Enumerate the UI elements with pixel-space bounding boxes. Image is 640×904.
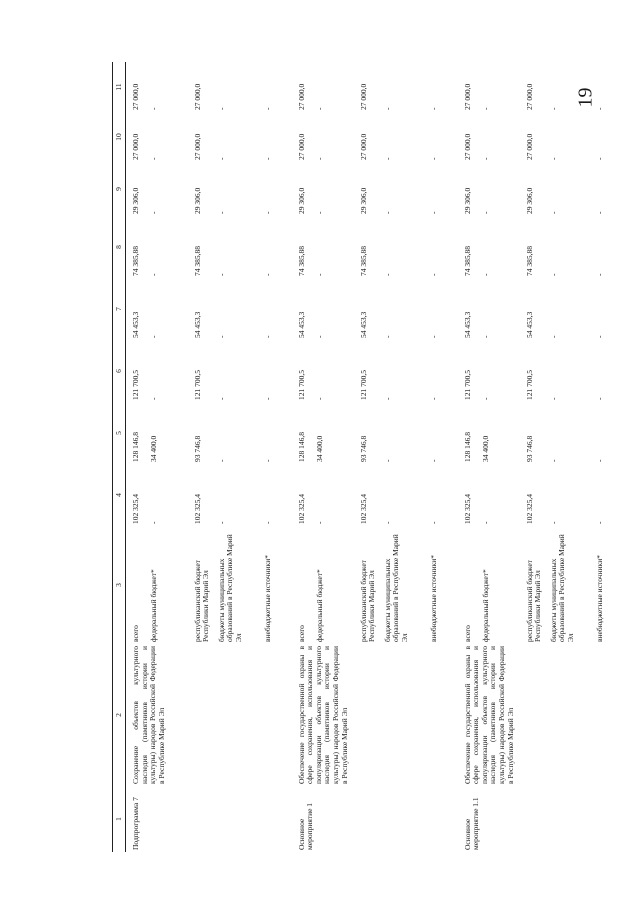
funding-value-cell: - (428, 397, 438, 400)
funding-value-cell: - (314, 397, 324, 400)
funding-value-cell: 121 700,5 (131, 370, 140, 400)
funding-value-cell: - (382, 157, 392, 160)
funding-value-cell: - (428, 273, 438, 276)
funding-value-cell: 121 700,5 (192, 370, 202, 400)
funding-value-cell: 121 700,5 (524, 370, 534, 400)
page-number: 19 (574, 87, 597, 108)
funding-source-cell: всего (131, 625, 140, 642)
funding-value-cell: - (548, 273, 558, 276)
funding-source-cell: республиканский бюджет Республики Марий Эл (524, 560, 543, 642)
funding-source-cell: внебюджетные источники* (262, 555, 272, 642)
funding-value-cell: - (216, 335, 226, 338)
funding-source-cell: федеральный бюджет* (148, 569, 158, 642)
funding-value-cell: - (148, 107, 158, 110)
funding-source-cell: внебюджетные источники* (428, 555, 438, 642)
funding-value-cell: - (548, 107, 558, 110)
funding-value-cell: - (262, 521, 272, 524)
funding-source-cell: республиканский бюджет Республики Марий Эл (192, 560, 211, 642)
funding-value-cell: 54 453,3 (358, 311, 368, 338)
funding-value-cell: - (594, 459, 604, 462)
funding-source-cell: внебюджетные источники* (594, 555, 604, 642)
funding-value-cell: - (428, 459, 438, 462)
funding-value-cell: - (548, 459, 558, 462)
funding-value-cell: 27 000,0 (192, 83, 202, 110)
funding-value-cell: 27 000,0 (192, 133, 202, 160)
funding-value-cell: 54 453,3 (524, 311, 534, 338)
funding-value-cell: - (262, 273, 272, 276)
funding-value-cell: - (216, 397, 226, 400)
program-description-cell: Сохранение объектов культурного наследия (памятников истории и культуры) народов Российской Федерации в Республике Марий Эл (131, 646, 166, 784)
table-row (292, 62, 314, 852)
table-row (126, 62, 148, 852)
program-name-cell: Основное мероприятие 1.1 (462, 797, 481, 850)
funding-value-cell: 128 146,8 (462, 432, 472, 462)
funding-value-cell: - (548, 335, 558, 338)
funding-value-cell: - (548, 397, 558, 400)
funding-value-cell: 27 000,0 (358, 133, 368, 160)
funding-value-cell: 128 146,8 (131, 432, 140, 462)
funding-value-cell: - (314, 521, 324, 524)
funding-value-cell: 29 306,0 (296, 187, 306, 214)
funding-value-cell: - (216, 521, 226, 524)
funding-value-cell: - (382, 335, 392, 338)
column-header: 5 (113, 402, 126, 464)
funding-value-cell: - (148, 521, 158, 524)
funding-value-cell: - (428, 521, 438, 524)
funding-value-cell: - (480, 335, 490, 338)
funding-value-cell: - (382, 211, 392, 214)
funding-value-cell: - (594, 211, 604, 214)
funding-value-cell: - (594, 521, 604, 524)
funding-value-cell: - (314, 273, 324, 276)
funding-value-cell: - (382, 459, 392, 462)
funding-value-cell: 128 146,8 (296, 432, 306, 462)
funding-value-cell: - (594, 157, 604, 160)
funding-value-cell: 34 400,0 (148, 435, 158, 462)
funding-value-cell: 102 325,4 (296, 494, 306, 524)
funding-value-cell: 93 746,8 (192, 435, 202, 462)
funding-value-cell: - (594, 397, 604, 400)
funding-value-cell: - (594, 273, 604, 276)
funding-value-cell: - (382, 273, 392, 276)
funding-value-cell: 74 385,88 (462, 246, 472, 276)
funding-value-cell: - (382, 107, 392, 110)
funding-value-cell: - (480, 107, 490, 110)
funding-value-cell: - (382, 521, 392, 524)
funding-value-cell: 29 306,0 (358, 187, 368, 214)
funding-value-cell: - (314, 157, 324, 160)
funding-value-cell: - (262, 157, 272, 160)
funding-value-cell: 27 000,0 (131, 133, 140, 160)
funding-source-cell: федеральный бюджет* (314, 569, 324, 642)
funding-value-cell: 121 700,5 (358, 370, 368, 400)
funding-value-cell: 54 453,3 (296, 311, 306, 338)
funding-value-cell: 74 385,88 (524, 246, 534, 276)
funding-source-cell: всего (462, 625, 472, 642)
funding-value-cell: - (428, 335, 438, 338)
funding-value-cell: 29 306,0 (524, 187, 534, 214)
funding-value-cell: - (216, 459, 226, 462)
column-header: 3 (113, 526, 126, 644)
funding-value-cell: - (428, 211, 438, 214)
column-header: 8 (113, 216, 126, 278)
funding-value-cell: 121 700,5 (462, 370, 472, 400)
column-header: 7 (113, 278, 126, 340)
funding-value-cell: - (262, 107, 272, 110)
funding-value-cell: - (148, 157, 158, 160)
funding-source-cell: бюджеты муниципальных образований в Республике Марий Эл (382, 534, 409, 642)
funding-value-cell: 34 400,0 (314, 435, 324, 462)
column-header: 9 (113, 162, 126, 216)
funding-value-cell: - (594, 335, 604, 338)
funding-value-cell: - (216, 211, 226, 214)
funding-value-cell: - (262, 397, 272, 400)
funding-value-cell: 27 000,0 (358, 83, 368, 110)
column-header: 10 (113, 112, 126, 162)
program-name-cell: Подпрограмма 7 (131, 797, 140, 850)
funding-value-cell: 93 746,8 (358, 435, 368, 462)
funding-value-cell: - (548, 211, 558, 214)
funding-value-cell: - (262, 459, 272, 462)
funding-value-cell: - (148, 335, 158, 338)
program-funding-table (112, 62, 624, 852)
funding-value-cell: 74 385,88 (192, 246, 202, 276)
funding-value-cell: - (480, 397, 490, 400)
funding-value-cell: 54 453,3 (131, 311, 140, 338)
funding-value-cell: 102 325,4 (462, 494, 472, 524)
funding-value-cell: 27 000,0 (131, 83, 140, 110)
funding-source-cell: всего (296, 625, 306, 642)
funding-value-cell: 102 325,4 (358, 494, 368, 524)
funding-value-cell: - (480, 157, 490, 160)
funding-value-cell: - (314, 211, 324, 214)
funding-value-cell: 34 400,0 (480, 435, 490, 462)
funding-value-cell: 102 325,4 (131, 494, 140, 524)
funding-value-cell: - (314, 335, 324, 338)
funding-value-cell: - (148, 211, 158, 214)
funding-value-cell: 29 306,0 (192, 187, 202, 214)
funding-value-cell: - (148, 397, 158, 400)
funding-value-cell: 27 000,0 (462, 133, 472, 160)
funding-value-cell: - (314, 107, 324, 110)
funding-value-cell: 27 000,0 (524, 83, 534, 110)
funding-value-cell: 27 000,0 (296, 83, 306, 110)
funding-value-cell: - (382, 397, 392, 400)
column-header: 11 (113, 62, 126, 112)
funding-value-cell: 27 000,0 (462, 83, 472, 110)
funding-value-cell: 93 746,8 (524, 435, 534, 462)
funding-value-cell: 74 385,88 (296, 246, 306, 276)
funding-value-cell: 29 306,0 (131, 187, 140, 214)
funding-value-cell: - (216, 273, 226, 276)
funding-source-cell: республиканский бюджет Республики Марий Эл (358, 560, 377, 642)
table-body (126, 62, 624, 852)
funding-value-cell: - (548, 157, 558, 160)
funding-value-cell: - (428, 157, 438, 160)
funding-value-cell: - (594, 107, 604, 110)
funding-value-cell: 27 000,0 (524, 133, 534, 160)
program-description-cell: Обеспечение государственной охраны в сфере сохранения, использования и популяризации объектов культурного наследия (памятников истории и культуры) народов Российской Федерации в Республике Марий Эл (296, 646, 349, 784)
funding-source-cell: бюджеты муниципальных образований в Республике Марий Эл (548, 534, 575, 642)
funding-value-cell: - (428, 107, 438, 110)
funding-value-cell: 102 325,4 (192, 494, 202, 524)
funding-value-cell: - (216, 107, 226, 110)
funding-value-cell: - (148, 273, 158, 276)
funding-value-cell: - (548, 521, 558, 524)
rotated-table-sheet (112, 62, 604, 852)
column-number-row (113, 62, 126, 852)
funding-value-cell: 102 325,4 (524, 494, 534, 524)
funding-value-cell: 54 453,3 (462, 311, 472, 338)
funding-value-cell: 27 000,0 (296, 133, 306, 160)
program-description-cell: Обеспечение государственной охраны в сфере сохранения, использования и популяризации объектов культурного наследия (памятников истории и культуры) народов Российской Федерации в Республике Марий Эл (462, 646, 515, 784)
table-row (458, 62, 480, 852)
funding-value-cell: 74 385,88 (131, 246, 140, 276)
column-header: 4 (113, 464, 126, 526)
funding-value-cell: 29 306,0 (462, 187, 472, 214)
funding-value-cell: - (216, 157, 226, 160)
column-header: 1 (113, 786, 126, 852)
column-header: 6 (113, 340, 126, 402)
column-header: 2 (113, 644, 126, 786)
funding-value-cell: - (480, 273, 490, 276)
funding-value-cell: - (480, 211, 490, 214)
funding-value-cell: 74 385,88 (358, 246, 368, 276)
funding-value-cell: - (480, 521, 490, 524)
funding-source-cell: федеральный бюджет* (480, 569, 490, 642)
program-name-cell: Основное мероприятие 1 (296, 802, 315, 850)
funding-value-cell: - (262, 335, 272, 338)
funding-value-cell: 54 453,3 (192, 311, 202, 338)
funding-source-cell: бюджеты муниципальных образований в Республике Марий Эл (216, 534, 243, 642)
funding-value-cell: 121 700,5 (296, 370, 306, 400)
funding-value-cell: - (262, 211, 272, 214)
